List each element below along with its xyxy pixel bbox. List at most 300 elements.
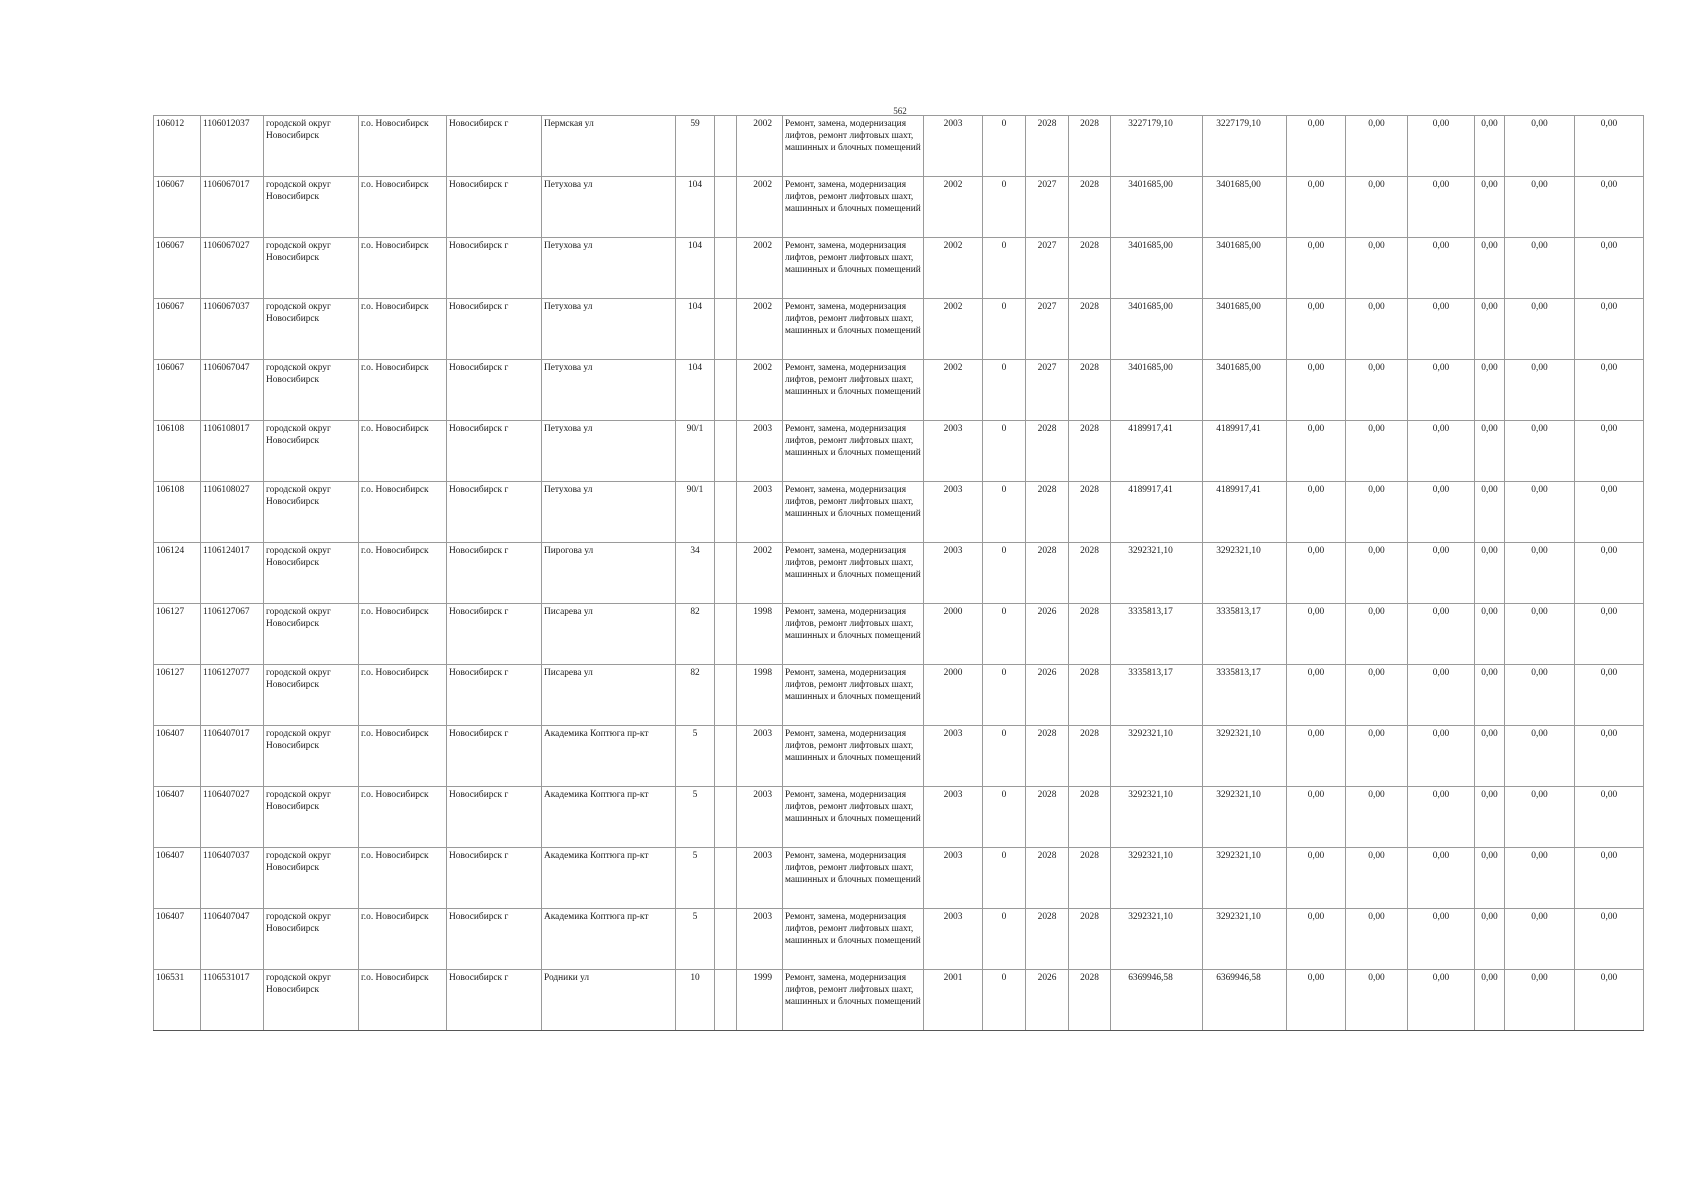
street-cell: Академика Коптюга пр-кт bbox=[542, 909, 676, 970]
total-cost-cell: 3292321,10 bbox=[1111, 787, 1203, 848]
building-cell bbox=[715, 116, 737, 177]
street-cell: Петухова ул bbox=[542, 421, 676, 482]
budget-local-cell: 0,00 bbox=[1408, 909, 1475, 970]
street-cell: Писарева ул bbox=[542, 604, 676, 665]
work-type-cell: Ремонт, замена, модернизация лифтов, ремонт лифтовых шахт, машинных и блочных помещений bbox=[783, 604, 924, 665]
street-cell: Петухова ул bbox=[542, 360, 676, 421]
other-funds-1-cell: 0,00 bbox=[1505, 909, 1575, 970]
budget-federal-cell: 0,00 bbox=[1287, 238, 1346, 299]
municipality-cell: городской округ Новосибирск bbox=[264, 360, 359, 421]
owners-funds-cell: 0,00 bbox=[1475, 238, 1505, 299]
budget-federal-cell: 0,00 bbox=[1287, 177, 1346, 238]
zero-flag-cell: 0 bbox=[983, 238, 1026, 299]
budget-local-cell: 0,00 bbox=[1408, 665, 1475, 726]
house-number-cell: 5 bbox=[676, 909, 715, 970]
element-id-cell: 1106407047 bbox=[201, 909, 264, 970]
deadline-year-cell: 2028 bbox=[1069, 482, 1111, 543]
fund-cost-cell: 3292321,10 bbox=[1203, 726, 1287, 787]
table-row bbox=[154, 604, 1644, 665]
budget-local-cell: 0,00 bbox=[1408, 238, 1475, 299]
budget-federal-cell: 0,00 bbox=[1287, 543, 1346, 604]
owners-funds-cell: 0,00 bbox=[1475, 848, 1505, 909]
work-type-cell: Ремонт, замена, модернизация лифтов, ремонт лифтовых шахт, машинных и блочных помещений bbox=[783, 909, 924, 970]
building-cell bbox=[715, 726, 737, 787]
house-number-cell: 59 bbox=[676, 116, 715, 177]
other-funds-1-cell: 0,00 bbox=[1505, 421, 1575, 482]
other-funds-2-cell: 0,00 bbox=[1575, 909, 1644, 970]
work-type-cell: Ремонт, замена, модернизация лифтов, ремонт лифтовых шахт, машинных и блочных помещений bbox=[783, 848, 924, 909]
fund-cost-cell: 3401685,00 bbox=[1203, 299, 1287, 360]
build-year-cell: 2002 bbox=[737, 238, 783, 299]
budget-federal-cell: 0,00 bbox=[1287, 421, 1346, 482]
fund-cost-cell: 3292321,10 bbox=[1203, 848, 1287, 909]
other-funds-1-cell: 0,00 bbox=[1505, 177, 1575, 238]
budget-local-cell: 0,00 bbox=[1408, 360, 1475, 421]
house-id-cell: 106407 bbox=[154, 909, 201, 970]
building-cell bbox=[715, 665, 737, 726]
municipality-cell: городской округ Новосибирск bbox=[264, 909, 359, 970]
street-cell: Писарева ул bbox=[542, 665, 676, 726]
owners-funds-cell: 0,00 bbox=[1475, 177, 1505, 238]
build-year-cell: 2003 bbox=[737, 909, 783, 970]
last-repair-year-cell: 2002 bbox=[924, 299, 983, 360]
other-funds-1-cell: 0,00 bbox=[1505, 299, 1575, 360]
house-id-cell: 106127 bbox=[154, 604, 201, 665]
total-cost-cell: 3335813,17 bbox=[1111, 665, 1203, 726]
page-number: 562 bbox=[893, 106, 907, 116]
building-cell bbox=[715, 238, 737, 299]
locality-cell: Новосибирск г bbox=[447, 177, 542, 238]
settlement-district-cell: г.о. Новосибирск bbox=[359, 421, 447, 482]
table-row bbox=[154, 787, 1644, 848]
build-year-cell: 2003 bbox=[737, 848, 783, 909]
other-funds-2-cell: 0,00 bbox=[1575, 970, 1644, 1031]
settlement-district-cell: г.о. Новосибирск bbox=[359, 177, 447, 238]
other-funds-2-cell: 0,00 bbox=[1575, 482, 1644, 543]
owners-funds-cell: 0,00 bbox=[1475, 726, 1505, 787]
owners-funds-cell: 0,00 bbox=[1475, 604, 1505, 665]
total-cost-cell: 3335813,17 bbox=[1111, 604, 1203, 665]
deadline-year-cell: 2028 bbox=[1069, 665, 1111, 726]
building-cell bbox=[715, 360, 737, 421]
last-repair-year-cell: 2003 bbox=[924, 543, 983, 604]
house-id-cell: 106127 bbox=[154, 665, 201, 726]
settlement-district-cell: г.о. Новосибирск bbox=[359, 848, 447, 909]
other-funds-2-cell: 0,00 bbox=[1575, 177, 1644, 238]
deadline-year-cell: 2028 bbox=[1069, 848, 1111, 909]
total-cost-cell: 3292321,10 bbox=[1111, 726, 1203, 787]
building-cell bbox=[715, 299, 737, 360]
last-repair-year-cell: 2003 bbox=[924, 787, 983, 848]
last-repair-year-cell: 2001 bbox=[924, 970, 983, 1031]
zero-flag-cell: 0 bbox=[983, 787, 1026, 848]
table-row bbox=[154, 848, 1644, 909]
work-type-cell: Ремонт, замена, модернизация лифтов, ремонт лифтовых шахт, машинных и блочных помещений bbox=[783, 543, 924, 604]
street-cell: Академика Коптюга пр-кт bbox=[542, 848, 676, 909]
settlement-district-cell: г.о. Новосибирск bbox=[359, 787, 447, 848]
fund-cost-cell: 3335813,17 bbox=[1203, 665, 1287, 726]
house-id-cell: 106012 bbox=[154, 116, 201, 177]
budget-federal-cell: 0,00 bbox=[1287, 116, 1346, 177]
planned-year-cell: 2028 bbox=[1026, 482, 1069, 543]
street-cell: Петухова ул bbox=[542, 299, 676, 360]
other-funds-2-cell: 0,00 bbox=[1575, 543, 1644, 604]
planned-year-cell: 2028 bbox=[1026, 543, 1069, 604]
settlement-district-cell: г.о. Новосибирск bbox=[359, 116, 447, 177]
locality-cell: Новосибирск г bbox=[447, 116, 542, 177]
street-cell: Петухова ул bbox=[542, 177, 676, 238]
owners-funds-cell: 0,00 bbox=[1475, 360, 1505, 421]
budget-local-cell: 0,00 bbox=[1408, 421, 1475, 482]
settlement-district-cell: г.о. Новосибирск bbox=[359, 299, 447, 360]
settlement-district-cell: г.о. Новосибирск bbox=[359, 238, 447, 299]
table-row bbox=[154, 909, 1644, 970]
budget-regional-cell: 0,00 bbox=[1346, 177, 1408, 238]
street-cell: Академика Коптюга пр-кт bbox=[542, 787, 676, 848]
street-cell: Родники ул bbox=[542, 970, 676, 1031]
element-id-cell: 1106407027 bbox=[201, 787, 264, 848]
planned-year-cell: 2027 bbox=[1026, 360, 1069, 421]
budget-local-cell: 0,00 bbox=[1408, 726, 1475, 787]
settlement-district-cell: г.о. Новосибирск bbox=[359, 543, 447, 604]
last-repair-year-cell: 2003 bbox=[924, 848, 983, 909]
house-id-cell: 106407 bbox=[154, 848, 201, 909]
element-id-cell: 1106531017 bbox=[201, 970, 264, 1031]
budget-local-cell: 0,00 bbox=[1408, 116, 1475, 177]
other-funds-2-cell: 0,00 bbox=[1575, 787, 1644, 848]
other-funds-1-cell: 0,00 bbox=[1505, 726, 1575, 787]
last-repair-year-cell: 2002 bbox=[924, 238, 983, 299]
planned-year-cell: 2028 bbox=[1026, 726, 1069, 787]
budget-federal-cell: 0,00 bbox=[1287, 482, 1346, 543]
work-type-cell: Ремонт, замена, модернизация лифтов, ремонт лифтовых шахт, машинных и блочных помещений bbox=[783, 177, 924, 238]
total-cost-cell: 3401685,00 bbox=[1111, 299, 1203, 360]
fund-cost-cell: 3401685,00 bbox=[1203, 177, 1287, 238]
locality-cell: Новосибирск г bbox=[447, 543, 542, 604]
work-type-cell: Ремонт, замена, модернизация лифтов, ремонт лифтовых шахт, машинных и блочных помещений bbox=[783, 726, 924, 787]
deadline-year-cell: 2028 bbox=[1069, 360, 1111, 421]
zero-flag-cell: 0 bbox=[983, 543, 1026, 604]
other-funds-2-cell: 0,00 bbox=[1575, 299, 1644, 360]
deadline-year-cell: 2028 bbox=[1069, 543, 1111, 604]
zero-flag-cell: 0 bbox=[983, 177, 1026, 238]
locality-cell: Новосибирск г bbox=[447, 360, 542, 421]
locality-cell: Новосибирск г bbox=[447, 421, 542, 482]
build-year-cell: 2003 bbox=[737, 787, 783, 848]
house-id-cell: 106407 bbox=[154, 787, 201, 848]
deadline-year-cell: 2028 bbox=[1069, 726, 1111, 787]
last-repair-year-cell: 2003 bbox=[924, 909, 983, 970]
deadline-year-cell: 2028 bbox=[1069, 421, 1111, 482]
budget-regional-cell: 0,00 bbox=[1346, 604, 1408, 665]
total-cost-cell: 3401685,00 bbox=[1111, 177, 1203, 238]
municipality-cell: городской округ Новосибирск bbox=[264, 116, 359, 177]
budget-regional-cell: 0,00 bbox=[1346, 848, 1408, 909]
house-number-cell: 5 bbox=[676, 787, 715, 848]
owners-funds-cell: 0,00 bbox=[1475, 543, 1505, 604]
budget-regional-cell: 0,00 bbox=[1346, 970, 1408, 1031]
deadline-year-cell: 2028 bbox=[1069, 909, 1111, 970]
work-type-cell: Ремонт, замена, модернизация лифтов, ремонт лифтовых шахт, машинных и блочных помещений bbox=[783, 970, 924, 1031]
locality-cell: Новосибирск г bbox=[447, 665, 542, 726]
owners-funds-cell: 0,00 bbox=[1475, 787, 1505, 848]
budget-federal-cell: 0,00 bbox=[1287, 909, 1346, 970]
total-cost-cell: 6369946,58 bbox=[1111, 970, 1203, 1031]
owners-funds-cell: 0,00 bbox=[1475, 970, 1505, 1031]
house-number-cell: 90/1 bbox=[676, 421, 715, 482]
zero-flag-cell: 0 bbox=[983, 726, 1026, 787]
owners-funds-cell: 0,00 bbox=[1475, 665, 1505, 726]
planned-year-cell: 2027 bbox=[1026, 177, 1069, 238]
fund-cost-cell: 3292321,10 bbox=[1203, 787, 1287, 848]
settlement-district-cell: г.о. Новосибирск bbox=[359, 360, 447, 421]
fund-cost-cell: 3292321,10 bbox=[1203, 909, 1287, 970]
planned-year-cell: 2027 bbox=[1026, 299, 1069, 360]
table-row bbox=[154, 726, 1644, 787]
other-funds-2-cell: 0,00 bbox=[1575, 604, 1644, 665]
house-number-cell: 90/1 bbox=[676, 482, 715, 543]
planned-year-cell: 2026 bbox=[1026, 665, 1069, 726]
budget-local-cell: 0,00 bbox=[1408, 482, 1475, 543]
budget-regional-cell: 0,00 bbox=[1346, 421, 1408, 482]
locality-cell: Новосибирск г bbox=[447, 299, 542, 360]
other-funds-1-cell: 0,00 bbox=[1505, 116, 1575, 177]
zero-flag-cell: 0 bbox=[983, 299, 1026, 360]
last-repair-year-cell: 2000 bbox=[924, 604, 983, 665]
zero-flag-cell: 0 bbox=[983, 604, 1026, 665]
budget-local-cell: 0,00 bbox=[1408, 604, 1475, 665]
house-id-cell: 106067 bbox=[154, 360, 201, 421]
build-year-cell: 2002 bbox=[737, 177, 783, 238]
house-number-cell: 104 bbox=[676, 177, 715, 238]
build-year-cell: 2003 bbox=[737, 726, 783, 787]
building-cell bbox=[715, 421, 737, 482]
build-year-cell: 1999 bbox=[737, 970, 783, 1031]
building-cell bbox=[715, 909, 737, 970]
budget-regional-cell: 0,00 bbox=[1346, 482, 1408, 543]
budget-federal-cell: 0,00 bbox=[1287, 665, 1346, 726]
zero-flag-cell: 0 bbox=[983, 665, 1026, 726]
house-number-cell: 5 bbox=[676, 726, 715, 787]
street-cell: Академика Коптюга пр-кт bbox=[542, 726, 676, 787]
locality-cell: Новосибирск г bbox=[447, 238, 542, 299]
work-type-cell: Ремонт, замена, модернизация лифтов, ремонт лифтовых шахт, машинных и блочных помещений bbox=[783, 360, 924, 421]
zero-flag-cell: 0 bbox=[983, 482, 1026, 543]
element-id-cell: 1106407037 bbox=[201, 848, 264, 909]
zero-flag-cell: 0 bbox=[983, 909, 1026, 970]
budget-regional-cell: 0,00 bbox=[1346, 116, 1408, 177]
other-funds-2-cell: 0,00 bbox=[1575, 665, 1644, 726]
planned-year-cell: 2028 bbox=[1026, 787, 1069, 848]
municipality-cell: городской округ Новосибирск bbox=[264, 665, 359, 726]
house-id-cell: 106407 bbox=[154, 726, 201, 787]
element-id-cell: 1106067017 bbox=[201, 177, 264, 238]
building-cell bbox=[715, 848, 737, 909]
total-cost-cell: 3292321,10 bbox=[1111, 848, 1203, 909]
other-funds-1-cell: 0,00 bbox=[1505, 543, 1575, 604]
table-row bbox=[154, 543, 1644, 604]
other-funds-1-cell: 0,00 bbox=[1505, 360, 1575, 421]
budget-local-cell: 0,00 bbox=[1408, 787, 1475, 848]
owners-funds-cell: 0,00 bbox=[1475, 909, 1505, 970]
zero-flag-cell: 0 bbox=[983, 421, 1026, 482]
build-year-cell: 2003 bbox=[737, 482, 783, 543]
last-repair-year-cell: 2003 bbox=[924, 726, 983, 787]
build-year-cell: 1998 bbox=[737, 665, 783, 726]
locality-cell: Новосибирск г bbox=[447, 848, 542, 909]
table-row bbox=[154, 238, 1644, 299]
table-row bbox=[154, 970, 1644, 1031]
build-year-cell: 2002 bbox=[737, 299, 783, 360]
total-cost-cell: 4189917,41 bbox=[1111, 482, 1203, 543]
street-cell: Пермская ул bbox=[542, 116, 676, 177]
owners-funds-cell: 0,00 bbox=[1475, 421, 1505, 482]
settlement-district-cell: г.о. Новосибирск bbox=[359, 909, 447, 970]
house-number-cell: 34 bbox=[676, 543, 715, 604]
house-number-cell: 5 bbox=[676, 848, 715, 909]
locality-cell: Новосибирск г bbox=[447, 726, 542, 787]
building-cell bbox=[715, 970, 737, 1031]
table-row bbox=[154, 482, 1644, 543]
settlement-district-cell: г.о. Новосибирск bbox=[359, 726, 447, 787]
total-cost-cell: 3401685,00 bbox=[1111, 238, 1203, 299]
budget-federal-cell: 0,00 bbox=[1287, 726, 1346, 787]
owners-funds-cell: 0,00 bbox=[1475, 116, 1505, 177]
total-cost-cell: 4189917,41 bbox=[1111, 421, 1203, 482]
building-cell bbox=[715, 177, 737, 238]
other-funds-2-cell: 0,00 bbox=[1575, 726, 1644, 787]
building-cell bbox=[715, 482, 737, 543]
total-cost-cell: 3292321,10 bbox=[1111, 909, 1203, 970]
municipality-cell: городской округ Новосибирск bbox=[264, 421, 359, 482]
table-row bbox=[154, 299, 1644, 360]
capital-repair-table bbox=[153, 115, 1644, 1031]
owners-funds-cell: 0,00 bbox=[1475, 482, 1505, 543]
total-cost-cell: 3227179,10 bbox=[1111, 116, 1203, 177]
last-repair-year-cell: 2003 bbox=[924, 482, 983, 543]
fund-cost-cell: 6369946,58 bbox=[1203, 970, 1287, 1031]
budget-regional-cell: 0,00 bbox=[1346, 909, 1408, 970]
element-id-cell: 1106067027 bbox=[201, 238, 264, 299]
municipality-cell: городской округ Новосибирск bbox=[264, 848, 359, 909]
zero-flag-cell: 0 bbox=[983, 848, 1026, 909]
planned-year-cell: 2026 bbox=[1026, 970, 1069, 1031]
municipality-cell: городской округ Новосибирск bbox=[264, 299, 359, 360]
other-funds-1-cell: 0,00 bbox=[1505, 665, 1575, 726]
deadline-year-cell: 2028 bbox=[1069, 299, 1111, 360]
budget-regional-cell: 0,00 bbox=[1346, 238, 1408, 299]
other-funds-1-cell: 0,00 bbox=[1505, 970, 1575, 1031]
budget-regional-cell: 0,00 bbox=[1346, 299, 1408, 360]
zero-flag-cell: 0 bbox=[983, 970, 1026, 1031]
street-cell: Петухова ул bbox=[542, 482, 676, 543]
settlement-district-cell: г.о. Новосибирск bbox=[359, 970, 447, 1031]
deadline-year-cell: 2028 bbox=[1069, 238, 1111, 299]
fund-cost-cell: 3227179,10 bbox=[1203, 116, 1287, 177]
fund-cost-cell: 3335813,17 bbox=[1203, 604, 1287, 665]
table-row bbox=[154, 421, 1644, 482]
locality-cell: Новосибирск г bbox=[447, 787, 542, 848]
last-repair-year-cell: 2002 bbox=[924, 177, 983, 238]
other-funds-2-cell: 0,00 bbox=[1575, 116, 1644, 177]
budget-regional-cell: 0,00 bbox=[1346, 726, 1408, 787]
house-number-cell: 104 bbox=[676, 238, 715, 299]
element-id-cell: 1106407017 bbox=[201, 726, 264, 787]
municipality-cell: городской округ Новосибирск bbox=[264, 177, 359, 238]
house-number-cell: 104 bbox=[676, 360, 715, 421]
work-type-cell: Ремонт, замена, модернизация лифтов, ремонт лифтовых шахт, машинных и блочных помещений bbox=[783, 421, 924, 482]
element-id-cell: 1106108017 bbox=[201, 421, 264, 482]
build-year-cell: 2003 bbox=[737, 421, 783, 482]
other-funds-1-cell: 0,00 bbox=[1505, 238, 1575, 299]
fund-cost-cell: 3401685,00 bbox=[1203, 360, 1287, 421]
house-id-cell: 106067 bbox=[154, 299, 201, 360]
budget-federal-cell: 0,00 bbox=[1287, 604, 1346, 665]
element-id-cell: 1106108027 bbox=[201, 482, 264, 543]
house-id-cell: 106124 bbox=[154, 543, 201, 604]
total-cost-cell: 3292321,10 bbox=[1111, 543, 1203, 604]
budget-local-cell: 0,00 bbox=[1408, 299, 1475, 360]
last-repair-year-cell: 2000 bbox=[924, 665, 983, 726]
house-id-cell: 106067 bbox=[154, 177, 201, 238]
budget-regional-cell: 0,00 bbox=[1346, 360, 1408, 421]
other-funds-2-cell: 0,00 bbox=[1575, 238, 1644, 299]
house-id-cell: 106108 bbox=[154, 421, 201, 482]
element-id-cell: 1106127077 bbox=[201, 665, 264, 726]
fund-cost-cell: 3292321,10 bbox=[1203, 543, 1287, 604]
house-number-cell: 82 bbox=[676, 604, 715, 665]
municipality-cell: городской округ Новосибирск bbox=[264, 726, 359, 787]
locality-cell: Новосибирск г bbox=[447, 909, 542, 970]
planned-year-cell: 2027 bbox=[1026, 238, 1069, 299]
owners-funds-cell: 0,00 bbox=[1475, 299, 1505, 360]
municipality-cell: городской округ Новосибирск bbox=[264, 543, 359, 604]
work-type-cell: Ремонт, замена, модернизация лифтов, ремонт лифтовых шахт, машинных и блочных помещений bbox=[783, 665, 924, 726]
table-row bbox=[154, 116, 1644, 177]
budget-federal-cell: 0,00 bbox=[1287, 299, 1346, 360]
fund-cost-cell: 3401685,00 bbox=[1203, 238, 1287, 299]
budget-regional-cell: 0,00 bbox=[1346, 787, 1408, 848]
table-row bbox=[154, 177, 1644, 238]
budget-federal-cell: 0,00 bbox=[1287, 787, 1346, 848]
municipality-cell: городской округ Новосибирск bbox=[264, 787, 359, 848]
element-id-cell: 1106124017 bbox=[201, 543, 264, 604]
last-repair-year-cell: 2003 bbox=[924, 116, 983, 177]
fund-cost-cell: 4189917,41 bbox=[1203, 421, 1287, 482]
build-year-cell: 2002 bbox=[737, 543, 783, 604]
budget-local-cell: 0,00 bbox=[1408, 177, 1475, 238]
street-cell: Пирогова ул bbox=[542, 543, 676, 604]
table-row bbox=[154, 360, 1644, 421]
budget-federal-cell: 0,00 bbox=[1287, 360, 1346, 421]
other-funds-2-cell: 0,00 bbox=[1575, 421, 1644, 482]
budget-regional-cell: 0,00 bbox=[1346, 665, 1408, 726]
element-id-cell: 1106127067 bbox=[201, 604, 264, 665]
work-type-cell: Ремонт, замена, модернизация лифтов, ремонт лифтовых шахт, машинных и блочных помещений bbox=[783, 238, 924, 299]
budget-local-cell: 0,00 bbox=[1408, 970, 1475, 1031]
house-number-cell: 104 bbox=[676, 299, 715, 360]
municipality-cell: городской округ Новосибирск bbox=[264, 238, 359, 299]
house-id-cell: 106108 bbox=[154, 482, 201, 543]
fund-cost-cell: 4189917,41 bbox=[1203, 482, 1287, 543]
zero-flag-cell: 0 bbox=[983, 360, 1026, 421]
zero-flag-cell: 0 bbox=[983, 116, 1026, 177]
locality-cell: Новосибирск г bbox=[447, 970, 542, 1031]
house-id-cell: 106531 bbox=[154, 970, 201, 1031]
municipality-cell: городской округ Новосибирск bbox=[264, 970, 359, 1031]
municipality-cell: городской округ Новосибирск bbox=[264, 604, 359, 665]
house-number-cell: 82 bbox=[676, 665, 715, 726]
